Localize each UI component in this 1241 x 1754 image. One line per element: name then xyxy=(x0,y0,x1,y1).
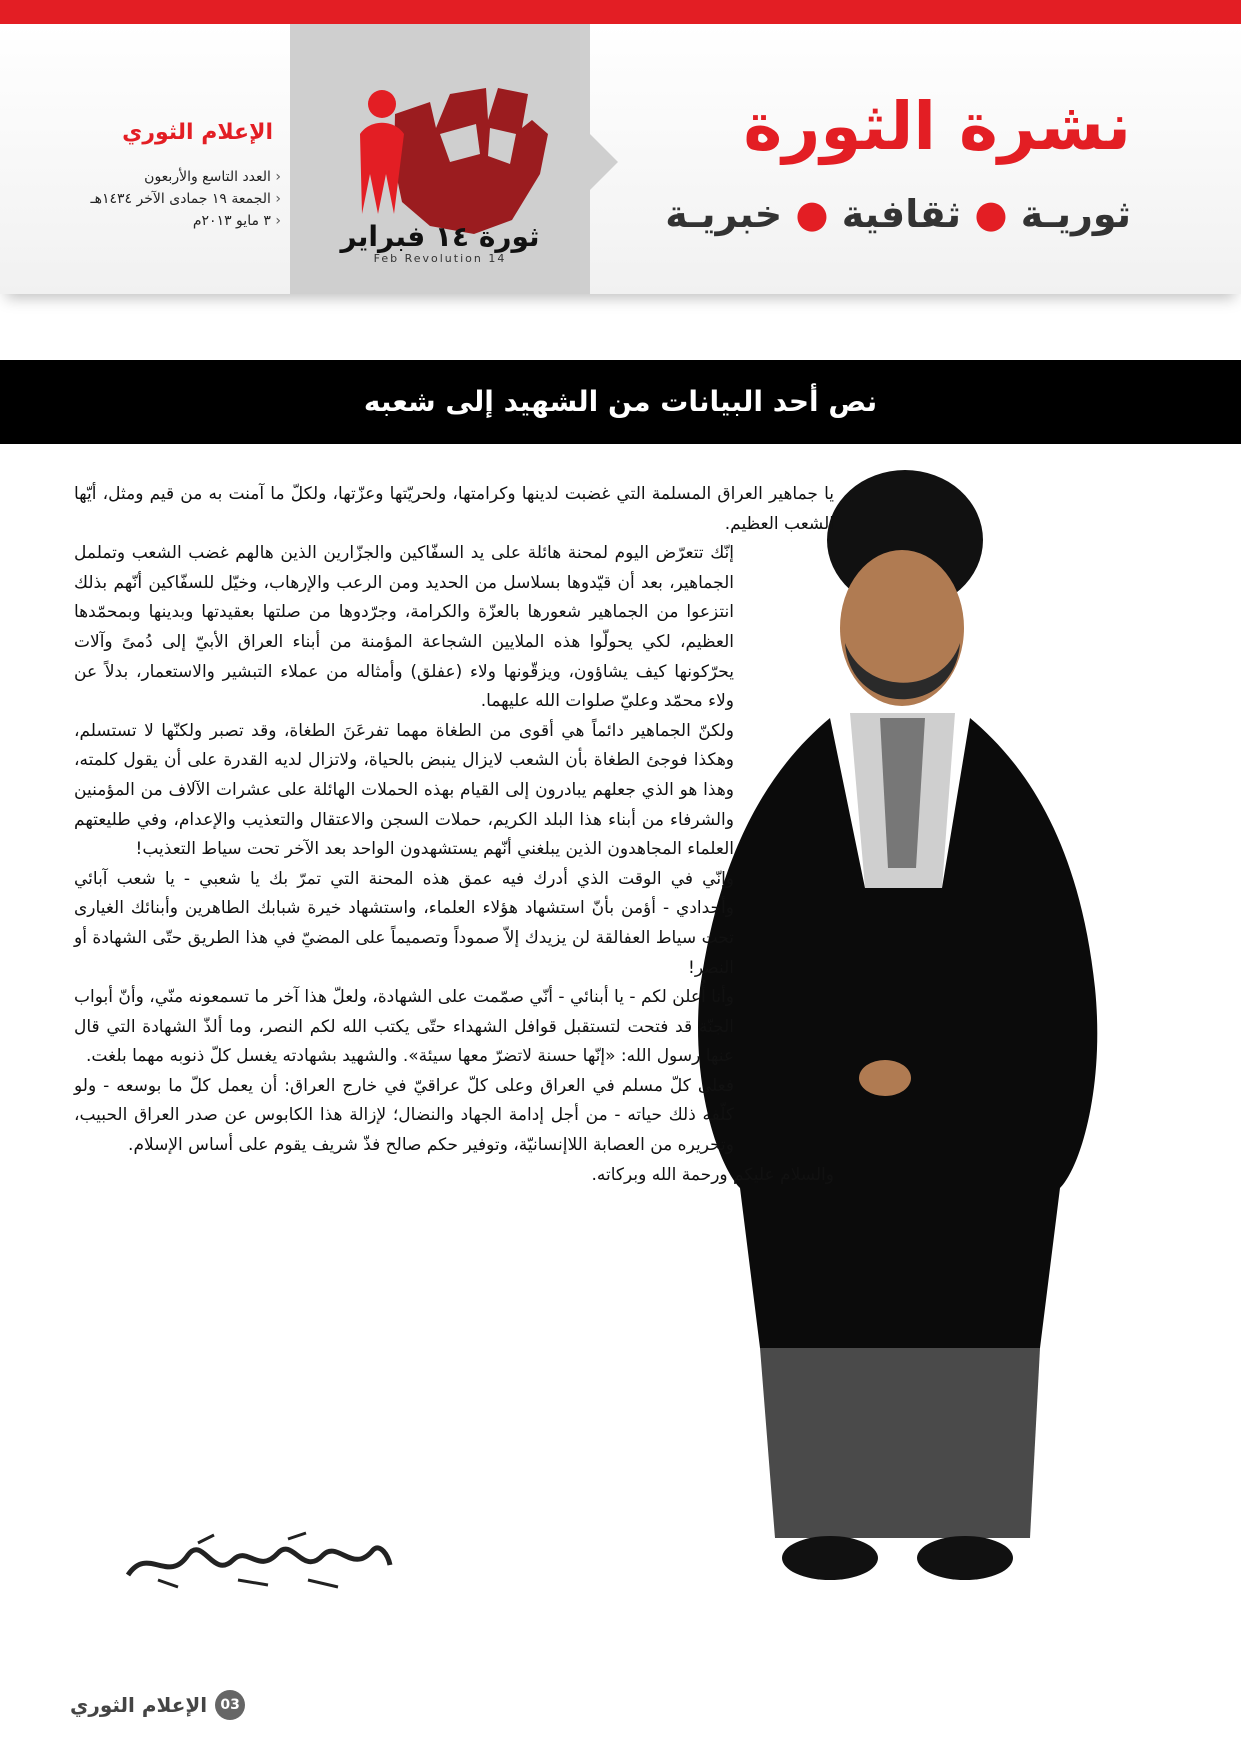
page-number: 03 xyxy=(215,1690,245,1720)
article-paragraph: وأنا أُعلن لكم - يا أبنائي - أنّي صمّمت على الشهادة، ولعلّ هذا آخر ما تسمعونه منّي، وأنّ أبواب الجنّة قد فتحت لتستقبل قوافل الشهداء حتّى يكتب الله لكم النصر، وما ألذّ الشهادة التي قال عنها رسول الله: «إنّها حسنة لاتضرّ معها سيئة». والشهيد بشهادته يغسل كلّ ذنوبه مهما بلغت. xyxy=(74,987,734,1067)
handwritten-signature xyxy=(118,1525,398,1595)
masthead-header xyxy=(0,24,1241,294)
top-red-bar xyxy=(0,0,1241,24)
footer-label: الإعلام الثوري xyxy=(70,1693,208,1717)
article-paragraph: ولكنّ الجماهير دائماً هي أقوى من الطغاة مهما تفرعَنَ الطغاة، وقد تصبر ولكنّها لا تستسلم، وهكذا فوجئ الطغاة بأن الشعب لايزال ينبض بالحياة، ولاتزال لديه القدرة على أن يقول كلمته، وهذا هو الذي جعلهم يبادرون إلى القيام بهذه الحملات الهائلة على عشرات الآلاف من المؤمنين والشرفاء من أبناء هذا البلد الكريم، حملات السجن والاعتقال والتعذيب والإعدام، وفي طليعتهم العلماء المجاهدون الذين يبلغني أنّهم يستشهدون الواحد بعد الآخر تحت سياط التعذيب! xyxy=(74,720,734,860)
logo-panel xyxy=(290,24,590,294)
publication-title: نشرة الثورة xyxy=(743,88,1131,165)
issue-number: ‹ العدد التاسع والأربعون xyxy=(91,166,281,188)
logo-subtitle: 14 Feb Revolution xyxy=(373,252,507,265)
article-paragraph: إنّك تتعرّض اليوم لمحنة هائلة على يد السفّاكين والجزّارين الذين هالهم غضب الشعب وتململ الجماهير، بعد أن قيّدوها بسلاسل من الحديد ومن الرعب والإرهاب، وخيّل للسفّاكين أنّهم بذلك انتزعوا من الجماهير شعورها بالعزّة والكرامة، وجرّدوها من صلتها بعقيدتها وبدينها وبمحمّدها العظيم، لكي يحولّوا هذه الملايين الشجاعة المؤمنة من أبناء العراق الأبيّ إلى دُمىً وآلات يحرّكونها كيف يشاؤون، ويزقّونها ولاء (عفلق) وأمثاله من عملاء التبشير والاستعمار، بدلاً عن ولاء محمّد وعليّ صلوات الله عليهما. xyxy=(74,543,734,712)
article-closing: والسلام عليكم ورحمة الله وبركاته. xyxy=(591,1164,834,1185)
issue-hijri-date: ‹ الجمعة ١٩ جمادى الآخر ١٤٣٤هـ xyxy=(91,188,281,210)
issue-info xyxy=(91,166,281,232)
article-paragraph: فعلى كلّ مسلم في العراق وعلى كلّ عراقيّ في خارج العراق: أن يعمل كلّ ما بوسعه - ولو كلّفه ذلك حياته - من أجل إدامة الجهاد والنضال؛ لإزالة هذا الكابوس عن صدر العراق الحبيب، وتحريره من العصابة اللاإنسانيّة، وتوفير حكم صالح فذّ شريف يقوم على أساس الإسلام. xyxy=(74,1075,734,1156)
article-title-band: نص أحد البيانات من الشهيد إلى شعبه xyxy=(0,360,1241,444)
issue-gregorian-date: ‹ ٣ مايو ٢٠١٣م xyxy=(91,210,281,232)
article-body xyxy=(74,480,834,1190)
revolution-fist-logo xyxy=(290,24,590,294)
publication-tagline xyxy=(665,192,1131,236)
article-paragraph: يا جماهير العراق المسلمة التي غضبت لدينها وكرامتها، ولحريّتها وعزّتها، ولكلّ ما آمنت به من قيم ومثل، أيّها الشعب العظيم. xyxy=(74,484,834,534)
tagline-dot: ● xyxy=(974,192,1008,236)
tagline-part: ثوريـة xyxy=(1020,192,1131,236)
logo-arrow-pointer xyxy=(590,134,618,190)
tagline-part: خبريـة xyxy=(665,192,783,236)
logo-title: ثورة ١٤ فبراير xyxy=(340,220,540,253)
tagline-part: ثقافية xyxy=(841,192,962,236)
tagline-dot: ● xyxy=(795,192,829,236)
page-footer xyxy=(70,1690,245,1720)
article-paragraph: وإنّي في الوقت الذي أدرك فيه عمق هذه المحنة التي تمرّ بك يا شعبي - يا شعب آبائي وأجدادي - أؤمن بأنّ استشهاد هؤلاء العلماء، واستشهاد خيرة شبابك الطاهرين وأبنائك الغيارى تحت سياط العفالقة لن يزيدك إلاّ صموداً وتصميماً على المضيّ في هذا الطريق حتّى الشهادة أو النصر! xyxy=(74,868,734,978)
section-title: الإعلام الثوري xyxy=(122,120,273,145)
